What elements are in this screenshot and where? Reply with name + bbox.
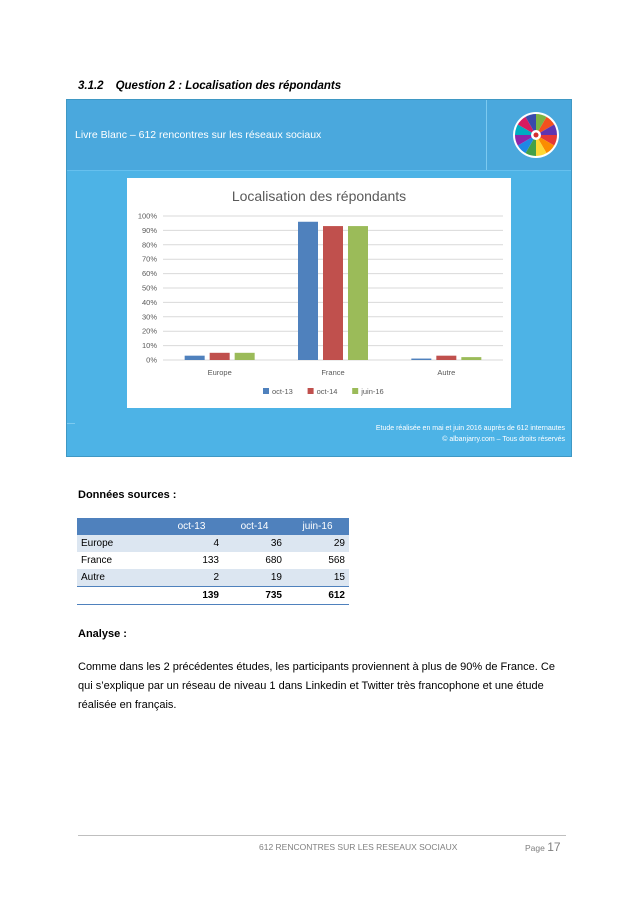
footer-rule: [78, 835, 566, 836]
table-row: [77, 569, 349, 587]
table-header-row: [77, 518, 349, 535]
table-cell: 29: [286, 535, 349, 552]
banner-vertical-rule: [486, 100, 487, 170]
row-label: France: [81, 555, 113, 566]
y-tick-label: 60%: [141, 269, 157, 279]
table-cell: 36: [223, 535, 286, 552]
table-header-cell: juin-16: [286, 518, 349, 535]
chart-panel: [127, 178, 511, 408]
legend-label: oct-13: [272, 387, 293, 396]
bar-juin-16: [235, 353, 255, 360]
table-cell: 19: [223, 569, 286, 587]
analysis-title: Analyse :: [78, 628, 127, 640]
chart-title: Localisation des répondants: [231, 188, 407, 204]
y-tick-label: 30%: [141, 312, 157, 322]
bar-juin-16: [348, 226, 368, 360]
x-tick-label: Autre: [437, 368, 456, 377]
row-label: Autre: [77, 569, 160, 587]
row-label: Europe: [77, 535, 160, 552]
banner-credit-copyright: © albanjarry.com – Tous droits réservés: [442, 436, 565, 443]
table-row: [77, 552, 349, 569]
y-tick-label: 70%: [141, 254, 157, 264]
y-tick-label: 40%: [141, 297, 157, 307]
banner-credit-study: Etude réalisée en mai et juin 2016 auprès de 612 internautes: [375, 425, 565, 432]
total-cell: 735: [223, 587, 286, 605]
bar-oct-13: [185, 356, 205, 360]
bar-juin-16: [461, 357, 481, 360]
legend-swatch: [308, 388, 314, 394]
footer-title: 612 RENCONTRES SUR LES RESEAUX SOCIAUX: [259, 842, 458, 852]
wheel-logo-icon: [511, 110, 561, 160]
table-row: [77, 535, 349, 552]
legend-label: oct-14: [316, 387, 338, 396]
y-tick-label: 100%: [137, 211, 157, 221]
page-label: Page: [525, 843, 545, 853]
section-number: 3.1.2: [78, 80, 104, 92]
table-cell: 568: [328, 555, 345, 566]
sources-table: [77, 518, 349, 605]
table-cell: 2: [160, 569, 223, 587]
y-tick-label: 10%: [141, 341, 157, 351]
legend-label: juin-16: [361, 387, 384, 396]
table-header-cell: oct-14: [223, 518, 286, 535]
section-heading: [78, 80, 341, 92]
bar-oct-13: [411, 359, 431, 360]
table-header-empty: [77, 518, 160, 535]
y-tick-label: 50%: [141, 283, 157, 293]
analysis-paragraph: Comme dans les 2 précédentes études, les participants proviennent à plus de 90% de France. Ce qui s’explique par un réseau de niveau 1 dans Linkedin et Twitter très francophone et une étude réalisée en français.: [78, 661, 555, 711]
y-tick-label: 20%: [141, 326, 157, 336]
footer-page: [525, 840, 561, 854]
bar-oct-14: [210, 353, 230, 360]
page-number: 17: [547, 840, 561, 854]
banner-divider: [67, 170, 571, 171]
section-title: Question 2 : Localisation des répondants: [115, 80, 342, 92]
bar-oct-13: [298, 222, 318, 360]
banner-credits: [376, 423, 565, 445]
bar-chart: [127, 178, 511, 408]
sources-title: Données sources :: [78, 489, 177, 501]
total-cell: 612: [286, 587, 349, 605]
y-tick-label: 80%: [141, 240, 157, 250]
table-cell: 15: [286, 569, 349, 587]
legend-swatch: [352, 388, 358, 394]
banner-title: Livre Blanc – 612 rencontres sur les réseaux sociaux: [75, 129, 322, 141]
table-cell: 133: [202, 555, 219, 566]
banner-footer-rule: [67, 423, 75, 424]
x-tick-label: Europe: [207, 368, 232, 377]
bar-oct-14: [436, 356, 456, 360]
legend-swatch: [263, 388, 269, 394]
bar-oct-14: [323, 226, 343, 360]
table-total-row: [77, 587, 349, 605]
total-cell: 139: [160, 587, 223, 605]
y-tick-label: 90%: [141, 225, 157, 235]
y-tick-label: 0%: [146, 355, 157, 365]
table-cell: 4: [160, 535, 223, 552]
x-tick-label: France: [321, 368, 345, 377]
row-label-empty: [77, 587, 160, 605]
table-header-cell: oct-13: [160, 518, 223, 535]
table-cell: 680: [265, 555, 282, 566]
